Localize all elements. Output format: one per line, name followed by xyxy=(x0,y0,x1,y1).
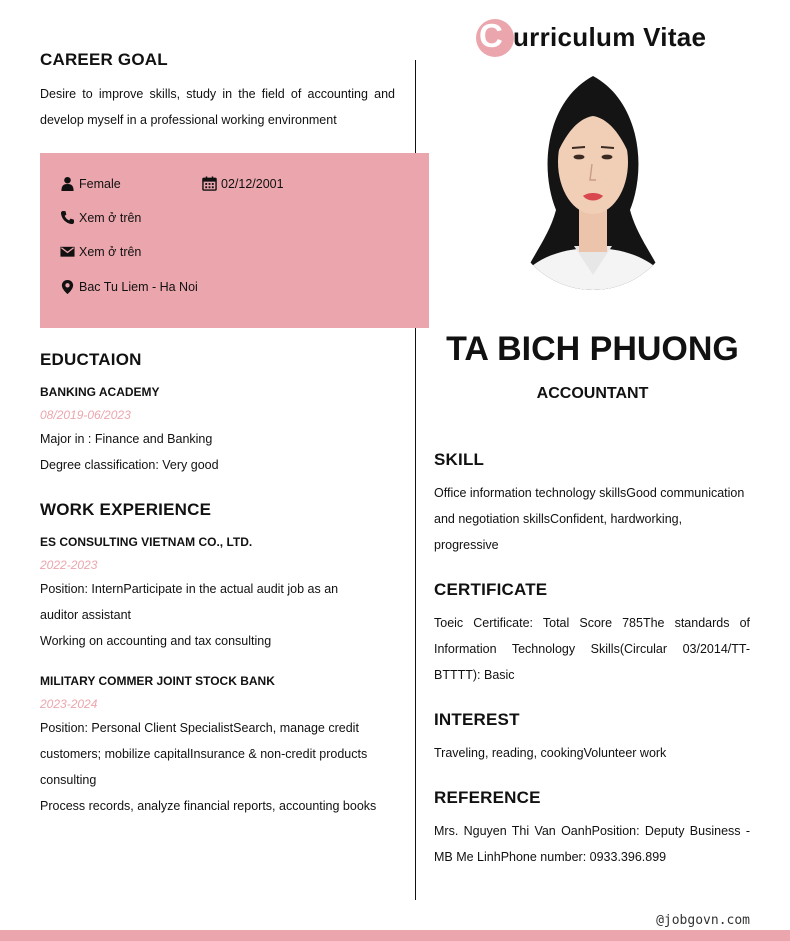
certificate-text: Toeic Certificate: Total Score 785The standards of Information Technology Skills(Circular 03/2014/TT-BTTTT): Basic xyxy=(434,616,750,682)
job-period: 2022-2023 xyxy=(40,558,98,572)
dob-row xyxy=(202,176,284,191)
personal-info-box xyxy=(40,153,429,328)
education-degree: Degree classification: Very good xyxy=(40,458,219,472)
gender-value: Female xyxy=(79,176,121,191)
job-extra: Process records, analyze financial reports, accounting books xyxy=(40,799,377,813)
gender-row xyxy=(60,176,121,191)
address-value: Bac Tu Liem - Ha Noi xyxy=(79,280,198,294)
interest-heading: INTEREST xyxy=(434,710,520,729)
footer-bar xyxy=(0,930,790,941)
education-heading: EDUCTAION xyxy=(40,350,142,369)
education-period: 08/2019-06/2023 xyxy=(40,408,131,422)
phone-row xyxy=(60,210,141,225)
logo-initial: C xyxy=(479,17,503,54)
person-icon xyxy=(60,176,75,191)
location-pin-icon xyxy=(60,278,75,296)
portrait-illustration xyxy=(508,60,678,290)
job-period: 2023-2024 xyxy=(40,697,98,711)
job-extra: Working on accounting and tax consulting xyxy=(40,634,272,648)
site-watermark: @jobgovn.com xyxy=(656,913,750,928)
career-goal-text: Desire to improve skills, study in the field of accounting and develop myself in a professional working environment xyxy=(40,87,395,127)
logo-text: urriculum Vitae xyxy=(513,22,707,52)
email-value: Xem ở trên xyxy=(79,244,142,259)
envelope-icon xyxy=(60,244,75,259)
reference-text: Mrs. Nguyen Thi Van OanhPosition: Deputy Business - MB Me LinhPhone number: 0933.396.899 xyxy=(434,824,750,864)
profile-photo xyxy=(508,60,678,290)
dob-value: 02/12/2001 xyxy=(221,176,284,191)
cv-logo xyxy=(476,18,716,60)
reference-heading: REFERENCE xyxy=(434,788,541,807)
experience-heading: WORK EXPERIENCE xyxy=(40,500,212,519)
profile-title: ACCOUNTANT xyxy=(536,385,649,402)
phone-icon xyxy=(60,210,75,225)
job-description: Position: InternParticipate in the actual audit job as an auditor assistant xyxy=(40,582,339,622)
skill-text: Office information technology skillsGood communication and negotiation skillsConfident, hardworking, progressive xyxy=(434,486,745,552)
interest-text: Traveling, reading, cookingVolunteer work xyxy=(434,746,667,760)
job-company: ES CONSULTING VIETNAM CO., LTD. xyxy=(40,535,253,549)
certificate-heading: CERTIFICATE xyxy=(434,580,548,599)
email-row xyxy=(60,244,141,259)
job-description: Position: Personal Client SpecialistSearch, manage credit customers; mobilize capitalInsurance & non-credit products consulting xyxy=(40,721,368,787)
skill-heading: SKILL xyxy=(434,450,485,469)
address-row xyxy=(60,278,198,296)
phone-value: Xem ở trên xyxy=(79,210,142,225)
calendar-icon xyxy=(202,176,217,191)
job-company: MILITARY COMMER JOINT STOCK BANK xyxy=(40,674,275,688)
education-major: Major in : Finance and Banking xyxy=(40,432,213,446)
career-goal-heading: CAREER GOAL xyxy=(40,50,168,69)
profile-name: TA BICH PHUONG xyxy=(446,330,739,368)
education-school: BANKING ACADEMY xyxy=(40,385,160,399)
